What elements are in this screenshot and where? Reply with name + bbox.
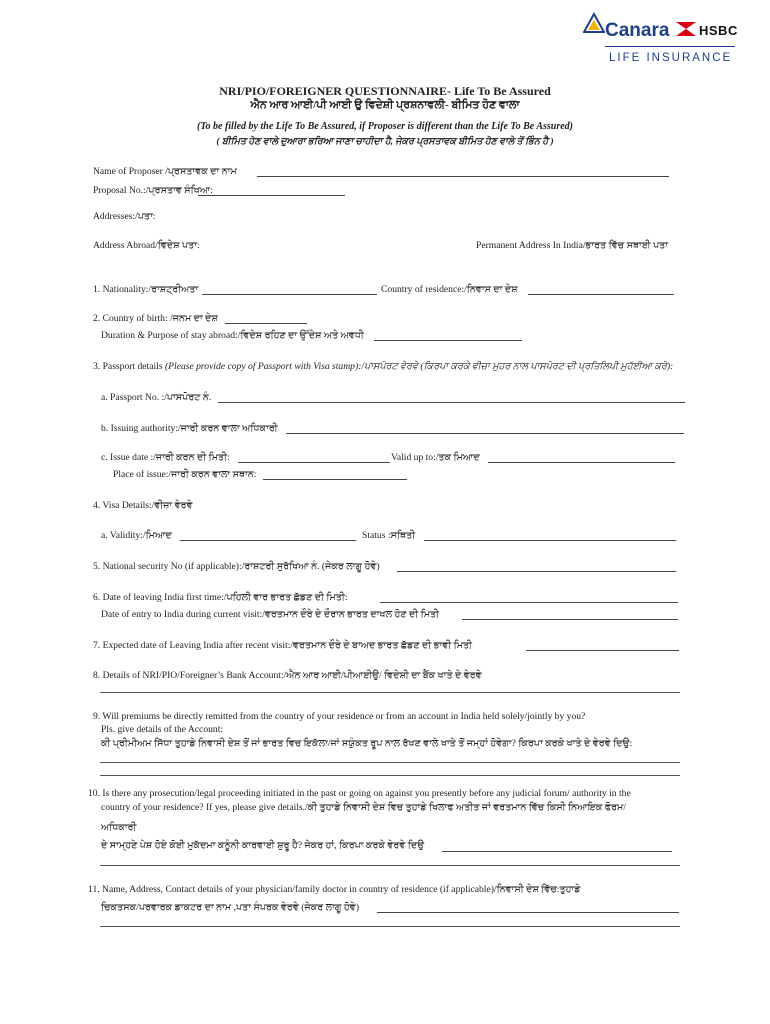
physician-details-field-2[interactable] <box>100 926 680 927</box>
date-leaving-india-field[interactable] <box>380 602 678 603</box>
country-of-birth-label: 2. Country of birth: /ਜਨਮ ਦਾ ਦੇਸ਼ <box>93 313 218 324</box>
place-of-issue-label: Place of issue:/ਜਾਰੀ ਕਰਨ ਵਾਲਾ ਸਥਾਨ: <box>113 469 257 480</box>
physician-details-field-1[interactable] <box>377 912 679 913</box>
visa-validity-label: a. Validity:/ਮਿਆਦ <box>101 530 172 541</box>
issuing-authority-field[interactable] <box>286 433 684 434</box>
logo-divider <box>605 46 735 47</box>
life-insurance-wordmark: LIFE INSURANCE <box>609 52 733 64</box>
bank-account-field[interactable] <box>100 692 680 693</box>
expected-leaving-date-label: 7. Expected date of Leaving India after recent visit:/ਵਰਤਮਾਨ ਦੌਰੇ ਦੇ ਬਾਅਦ ਭਾਰਤ ਛੱਡਣ ਦੀ ਭਾਵੀ ਮਿਤੀ <box>93 640 473 651</box>
visa-status-label: Status :ਸਥਿਤੀ <box>362 530 416 541</box>
valid-up-to-field[interactable] <box>488 462 675 463</box>
form-title-english: NRI/PIO/FOREIGNER QUESTIONNAIRE- Life To Be Assured <box>219 84 551 98</box>
expected-leaving-date-field[interactable] <box>526 650 679 651</box>
passport-details-note: (Please provide copy of Passport with Visa stamp):/ਪਾਸਪੋਰਟ ਵੇਰਵੇ (ਕਿਰਪਾ ਕਰਕੇ ਵੀਜ਼ਾ ਮੁਹਰ ਨਾਲ ਪਾਸਪੋਰਟ ਦੀ ਪ੍ਰਤਿਲਿਪੀ ਮੁਹੱਈਆ ਕਰੋ): <box>164 361 674 372</box>
issuing-authority-label: b. Issuing authority:/ਜਾਰੀ ਕਰਨ ਵਾਲਾ ਅਧਿਕਾਰੀ <box>101 423 278 434</box>
issue-date-field[interactable] <box>238 462 390 463</box>
canara-triangle-icon <box>583 12 605 42</box>
visa-status-field[interactable] <box>424 540 676 541</box>
legal-proceedings-field-1[interactable] <box>442 851 672 852</box>
premium-remittance-question: 9. Will premiums be directly remitted from the country of your residence or from an account in India held solely/jointly by you? <box>93 711 586 722</box>
legal-proceedings-question-punjabi: ਦੇ ਸਾਮ੍ਹਣੇ ਪੇਸ਼ ਹੋਏ ਕੋਈ ਮੁਕੱਦਮਾ ਕਨੂੰਨੀ ਕਾਰਵਾਈ ਸ਼ੁਰੂ ਹੈ? ਜੇਕਰ ਹਾਂ, ਕਿਰਪਾ ਕਰਕੇ ਵੇਰਵੇ ਦਿਉ <box>101 840 425 851</box>
duration-purpose-field[interactable] <box>374 340 522 341</box>
issue-date-label: c. Issue date :/ਜਾਰੀ ਕਰਨ ਦੀ ਮਿਤੀ: <box>101 452 230 463</box>
premium-remittance-account-prompt: Pls. give details of the Account: <box>101 724 224 735</box>
hsbc-wordmark: HSBC <box>699 23 738 38</box>
legal-proceedings-question: 10. Is there any prosecution/legal proceeding initiated in the past or going on against you presently before any judicial forum/ authority in the <box>88 788 631 799</box>
name-of-proposer-label: Name of Proposer /ਪ੍ਰਸਤਾਵਕ ਦਾ ਨਾਮ <box>93 166 237 177</box>
company-logo <box>583 12 743 64</box>
passport-no-field[interactable] <box>218 402 685 403</box>
country-of-birth-field[interactable] <box>225 323 307 324</box>
passport-details-text: 3. Passport details <box>93 361 163 372</box>
addresses-label: Addresses:/ਪਤਾ: <box>93 211 156 222</box>
passport-details-label <box>93 361 673 372</box>
legal-proceedings-question-authority: ਅਧਿਕਾਰੀ <box>101 822 137 833</box>
national-security-no-field[interactable] <box>397 571 676 572</box>
passport-no-label: a. Passport No. :/ਪਾਸਪੋਰਟ ਨੰ. <box>101 392 212 403</box>
form-note-punjabi: ( ਬੀਮਿਤ ਹੋਣ ਵਾਲੇ ਦੁਆਰਾ ਭਰਿਆ ਜਾਣਾ ਚਾਹੀਦਾ ਹੈ, ਜੇਕਰ ਪ੍ਰਸਤਾਵਕ ਬੀਮਿਤ ਹੋਣ ਵਾਲੇ ਤੋਂ ਭਿੰਨ ਹੈ ) <box>216 137 554 147</box>
physician-details-question: 11. Name, Address, Contact details of your physician/family doctor in country of residence (if applicable)/ਨਿਵਾਸੀ ਦੇਸ਼ ਵਿੱਚ:ਤੁਹਾਡੇ <box>88 884 581 895</box>
nationality-field[interactable] <box>202 294 377 295</box>
date-entry-india-field[interactable] <box>462 619 678 620</box>
date-leaving-india-label: 6. Date of leaving India first time:/ਪਹਿਲੀ ਵਾਰ ਭਾਰਤ ਛੱਡਣ ਦੀ ਮਿਤੀ: <box>93 592 348 603</box>
visa-validity-field[interactable] <box>180 540 356 541</box>
form-note-english: (To be filled by the Life To Be Assured, if Proposer is different than the Life To Be Assured) <box>196 121 573 132</box>
legal-proceedings-field-2[interactable] <box>100 865 680 866</box>
country-of-residence-label: Country of residence:/ਨਿਵਾਸ ਦਾ ਦੇਸ਼ <box>381 284 518 295</box>
premium-account-field-2[interactable] <box>100 775 680 776</box>
form-title-punjabi: ਐਨ ਆਰ ਆਈ/ਪੀ ਆਈ ਉ ਵਿਦੇਸ਼ੀ ਪ੍ਰਸ਼ਨਾਵਲੀ- ਬੀਮਿਤ ਹੋਣ ਵਾਲਾ <box>250 99 520 111</box>
proposal-no-label: Proposal No.:/ਪ੍ਰਸਤਾਵ ਸੰਖਿਆ: <box>93 185 213 196</box>
permanent-address-label: Permanent Address In India/ਭਾਰਤ ਵਿੱਚ ਸਥਾਈ ਪਤਾ <box>476 240 669 251</box>
proposal-no-field[interactable] <box>198 195 345 196</box>
place-of-issue-field[interactable] <box>263 479 407 480</box>
canara-wordmark: Canara <box>605 20 670 41</box>
valid-up-to-label: Valid up to:/ਤਕ ਮਿਆਦ <box>391 452 480 463</box>
visa-details-label: 4. Visa Details:/ਵੀਜ਼ਾ ਵੇਰਵੇ <box>93 500 193 511</box>
duration-purpose-label: Duration & Purpose of stay abroad:/ਵਿਦੇਸ਼ ਰਹਿਣ ਦਾ ਉੱਦੇਸ਼ ਅਤੇ ਅਵਧੀ <box>101 330 364 341</box>
premium-remittance-question-punjabi: ਕੀ ਪ੍ਰੀਮੀਅਮ ਸਿੱਧਾ ਤੁਹਾਡੇ ਨਿਵਾਸੀ ਦੇਸ਼ ਤੋਂ ਜਾਂ ਭਾਰਤ ਵਿਚ ਇਕੱਲਾ/ਜਾਂ ਸਯੁੰਕਤ ਰੂਪ ਨਾਲ ਰੱਖਣ ਵਾਲੇ ਖਾਤੇ ਤੋਂ ਜਮ੍ਹਾਂ ਹੋਵੇਗਾ? ਕਿਰਪਾ ਕਰਕੇ ਖਾਤੇ ਦੇ ਵੇਰਵੇ ਦਿਉ: <box>101 738 633 749</box>
physician-details-question-punjabi: ਚਿਕਤਸਕ/ਪਰਵਾਰਕ ਡਾਕਟਰ ਦਾ ਨਾਮ ,ਪਤਾ ਸੰਪਰਕ ਵੇਰਵੇ (ਜੇਕਰ ਲਾਗੂ ਹੋਵੇ) <box>101 902 360 913</box>
date-entry-india-label: Date of entry to India during current visit:/ਵਰਤਮਾਨ ਦੌਰੇ ਦੇ ਦੌਰਾਨ ਭਾਰਤ ਦਾਖਲ ਹੋਣ ਦੀ ਮਿਤੀ <box>101 609 440 620</box>
name-of-proposer-field[interactable] <box>257 176 669 177</box>
bank-account-label: 8. Details of NRI/PIO/Foreigner’s Bank Account:/ਐਨ ਆਰ ਆਈ/ਪੀਆਈਉ/ ਵਿਦੇਸ਼ੀ ਦਾ ਬੈਂਕ ਖਾਤੇ ਦੇ ਵੇਰਵੇ <box>93 670 482 681</box>
hsbc-hexagon-icon <box>676 22 696 36</box>
address-abroad-label: Address Abroad/ਵਿਦੇਸ਼ ਪਤਾ: <box>93 240 200 251</box>
country-of-residence-field[interactable] <box>528 294 674 295</box>
national-security-no-label: 5. National security No (if applicable):/ਰਾਸ਼ਟਰੀ ਸੁਰੱਖਿਆ ਨੰ. (ਜੇਕਰ ਲਾਗੂ ਹੋਵੇ) <box>93 561 380 572</box>
legal-proceedings-question-cont: country of your residence? If yes, please give details./ਕੀ ਤੁਹਾਡੇ ਨਿਵਾਸੀ ਦੇਸ਼ ਵਿਚ ਤੁਹਾਡੇ ਖਿਲਾਫ ਅਤੀਤ ਜਾਂ ਵਰਤਮਾਨ ਵਿੱਚ ਕਿਸੀ ਨਿਆਇਕ ਫੋਰਮ/ <box>101 802 627 813</box>
nationality-label: 1. Nationality:/ਰਾਸ਼ਟ੍ਰੀਅਤਾ <box>93 284 199 295</box>
premium-account-field-1[interactable] <box>100 762 680 763</box>
